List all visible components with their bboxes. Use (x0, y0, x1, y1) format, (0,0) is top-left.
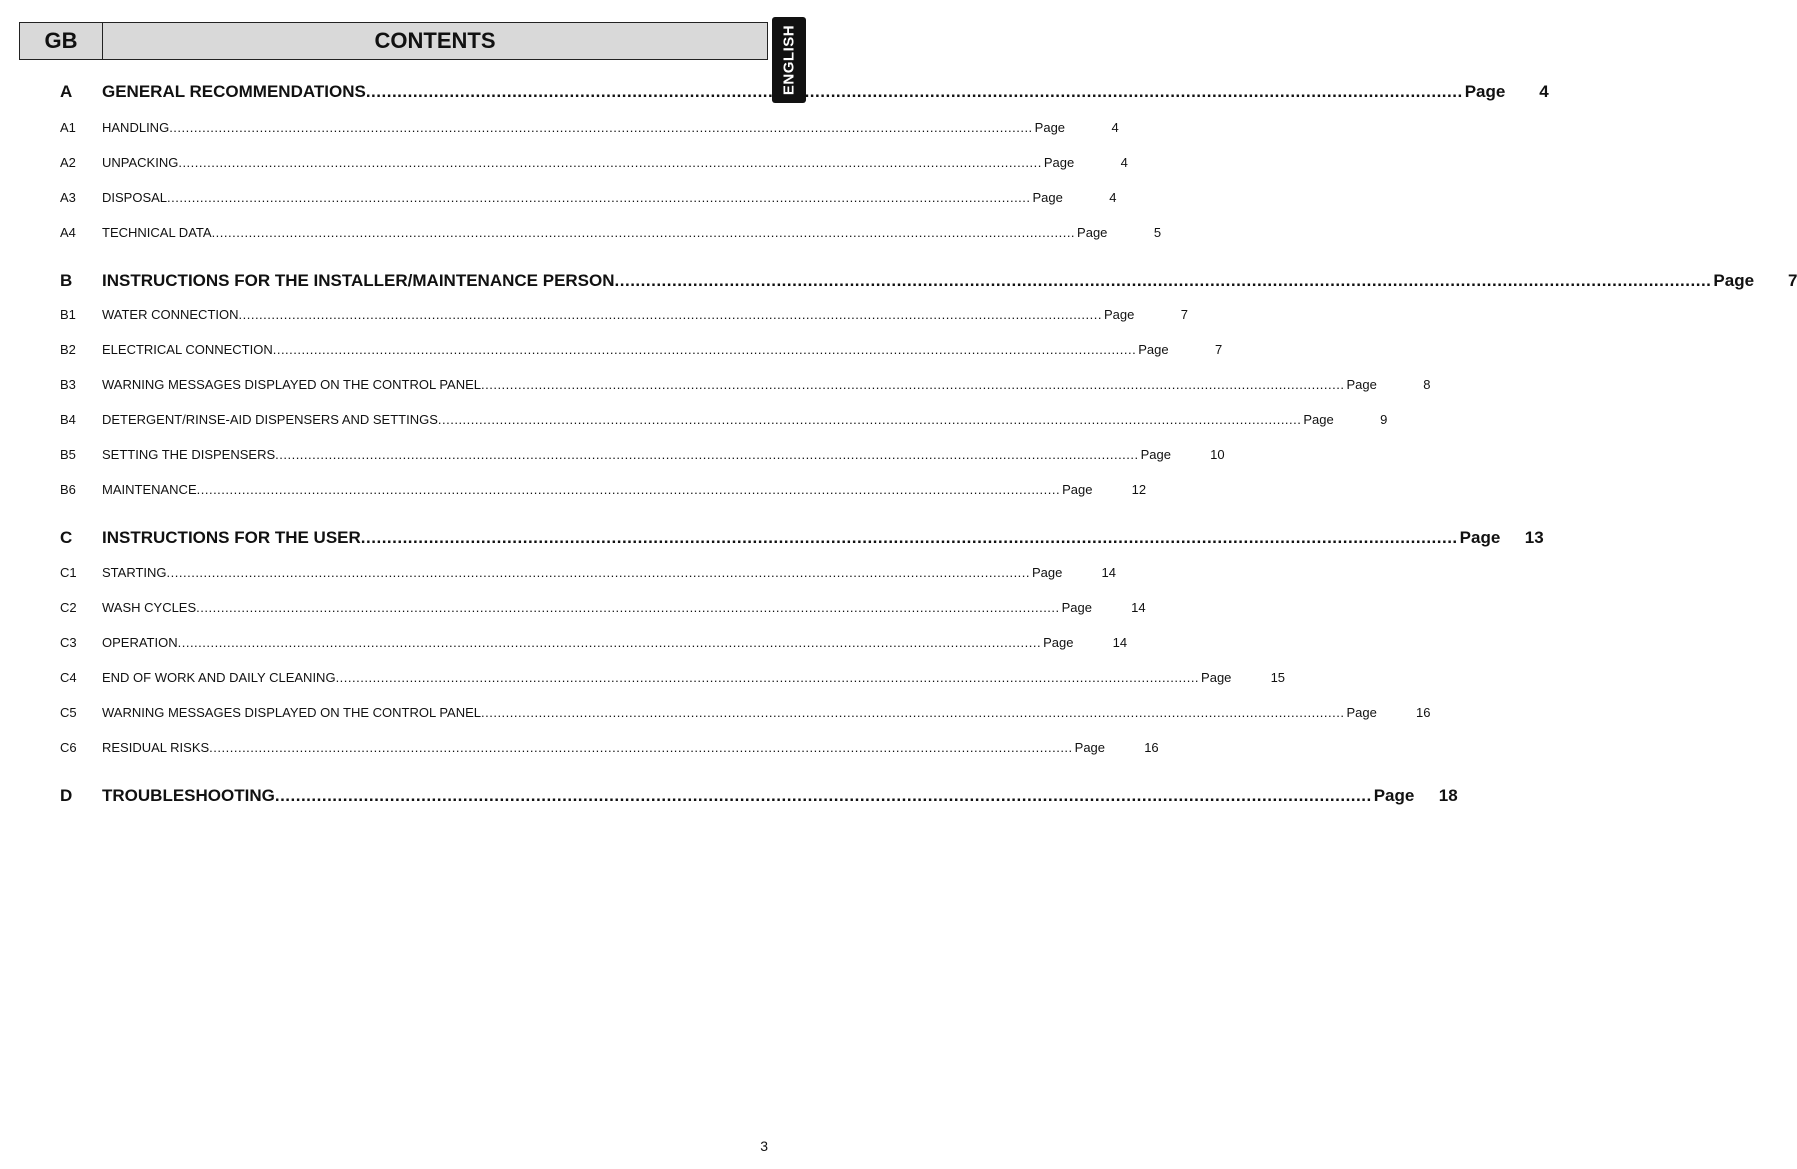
contents-header (19, 22, 768, 60)
toc-label: INSTRUCTIONS FOR THE USER (102, 528, 361, 547)
toc-text (102, 670, 1199, 685)
toc-leader-dots: .................................................................................................................................................................................................................. (178, 155, 1042, 170)
toc-page-word: Page (1138, 342, 1169, 357)
toc-label: END OF WORK AND DAILY CLEANING (102, 670, 336, 685)
toc-page-number: 14 (1131, 600, 1146, 615)
toc-page-number: 9 (1380, 412, 1388, 427)
toc-code: C (60, 528, 73, 547)
toc-entry-row[interactable] (60, 190, 1117, 205)
toc-text (102, 307, 1102, 322)
toc-code: C2 (60, 600, 77, 615)
toc-page-word: Page (1459, 528, 1501, 547)
page-number: 3 (760, 1138, 768, 1154)
toc-page-number: 8 (1423, 377, 1431, 392)
toc-entry-row[interactable] (60, 155, 1128, 170)
toc-label: WARNING MESSAGES DISPLAYED ON THE CONTROL PANEL (102, 377, 481, 392)
toc-page-word: Page (1346, 705, 1377, 720)
toc-page-number: 7 (1787, 271, 1797, 290)
toc-text (102, 82, 1463, 102)
toc-text (102, 740, 1073, 755)
toc-page-number: 13 (1524, 528, 1544, 547)
toc-page-number: 4 (1109, 190, 1117, 205)
toc-page-word: Page (1077, 225, 1108, 240)
toc-entry-row[interactable] (60, 635, 1128, 650)
toc-text (102, 600, 1060, 615)
toc-code: C5 (60, 705, 77, 720)
toc-page-word: Page (1043, 155, 1075, 170)
toc-entry-row[interactable] (60, 342, 1223, 357)
toc-leader-dots: .................................................................................................................................................................................................................. (169, 120, 1033, 135)
toc-text (102, 447, 1139, 462)
toc-label: DISPOSAL (102, 190, 168, 205)
toc-entry-row[interactable] (60, 705, 1431, 720)
toc-entry-row[interactable] (60, 670, 1286, 685)
toc-text (102, 412, 1301, 427)
toc-page-number: 5 (1153, 225, 1162, 240)
toc-text (102, 705, 1344, 720)
toc-page-number: 14 (1112, 635, 1128, 650)
toc-code: B5 (60, 447, 76, 462)
toc-page-word: Page (1062, 482, 1093, 497)
toc-label: GENERAL RECOMMENDATIONS (102, 82, 366, 101)
toc-leader-dots: .................................................................................................................................................................................................................. (177, 635, 1042, 650)
toc-leader-dots: .................................................................................................................................................................................................................. (167, 190, 1031, 205)
toc-text (102, 377, 1344, 392)
toc-text (102, 482, 1060, 497)
toc-page-number: 16 (1144, 740, 1159, 755)
toc-page-number: 7 (1214, 342, 1223, 357)
toc-page-number: 4 (1120, 155, 1128, 170)
toc-text (102, 528, 1458, 548)
toc-page-number: 10 (1210, 447, 1225, 462)
toc-entry-row[interactable] (60, 120, 1119, 135)
toc-text (102, 342, 1136, 357)
page-title: CONTENTS (374, 28, 496, 53)
toc-section-row[interactable] (60, 82, 1549, 102)
toc-code: A1 (60, 120, 76, 135)
toc-page-word: Page (1074, 740, 1106, 755)
toc-page-number: 16 (1416, 705, 1431, 720)
toc-page-number: 7 (1180, 307, 1188, 322)
toc-label: OPERATION (102, 635, 178, 650)
toc-code: B4 (60, 412, 76, 427)
toc-page-word: Page (1303, 412, 1334, 427)
toc-label: HANDLING (102, 120, 170, 135)
toc-page-number: 18 (1438, 786, 1458, 805)
toc-entry-row[interactable] (60, 565, 1117, 580)
toc-entry-row[interactable] (60, 740, 1159, 755)
toc-section-row[interactable] (60, 271, 1797, 291)
toc-page-number: 14 (1101, 565, 1117, 580)
toc-text (102, 120, 1033, 135)
toc-page-word: Page (1140, 447, 1171, 462)
toc-page-word: Page (1103, 307, 1135, 322)
toc-code: D (60, 786, 73, 805)
toc-leader-dots: .................................................................................................................................................................................................................. (272, 342, 1137, 357)
toc-leader-dots: .................................................................................................................................................................................................................. (274, 786, 1372, 805)
toc-label: UNPACKING (102, 155, 179, 170)
toc-leader-dots: .................................................................................................................................................................................................................. (196, 600, 1060, 615)
toc-code: C3 (60, 635, 77, 650)
toc-code: C6 (60, 740, 77, 755)
toc-code: B1 (60, 307, 76, 322)
toc-label: WASH CYCLES (102, 600, 197, 615)
language-tab-label: ENGLISH (780, 24, 798, 96)
toc-page-number: 4 (1539, 82, 1549, 101)
toc-text (102, 225, 1075, 240)
toc-leader-dots: .................................................................................................................................................................................................................. (238, 307, 1102, 322)
toc-label: INSTRUCTIONS FOR THE INSTALLER/MAINTENANCE PERSON (102, 271, 615, 290)
toc-leader-dots: .................................................................................................................................................................................................................. (481, 377, 1345, 392)
toc-label: SETTING THE DISPENSERS (102, 447, 276, 462)
toc-text (102, 786, 1372, 806)
toc-entry-row[interactable] (60, 412, 1388, 427)
toc-label: MAINTENANCE (102, 482, 197, 497)
toc-label: RESIDUAL RISKS (102, 740, 210, 755)
toc-leader-dots: .................................................................................................................................................................................................................. (209, 740, 1073, 755)
toc-label: TECHNICAL DATA (102, 225, 212, 240)
toc-label: ELECTRICAL CONNECTION (102, 342, 273, 357)
toc-text (102, 190, 1031, 205)
toc-label: WATER CONNECTION (102, 307, 239, 322)
toc-code: B2 (60, 342, 76, 357)
toc-page-word: Page (1043, 635, 1074, 650)
toc-entry-row[interactable] (60, 377, 1431, 392)
toc-entry-row[interactable] (60, 482, 1147, 497)
toc-leader-dots: .................................................................................................................................................................................................................. (437, 412, 1302, 427)
toc-page-word: Page (1034, 120, 1066, 135)
toc-page-word: Page (1061, 600, 1093, 615)
toc-entry-row[interactable] (60, 225, 1162, 240)
toc-entry-row[interactable] (60, 307, 1188, 322)
language-code: GB (20, 23, 103, 59)
toc-code: A2 (60, 155, 76, 170)
toc-page-word: Page (1713, 271, 1755, 290)
toc-leader-dots: .................................................................................................................................................................................................................. (275, 447, 1139, 462)
toc-leader-dots: .................................................................................................................................................................................................................. (335, 670, 1200, 685)
toc-entry-row[interactable] (60, 600, 1146, 615)
toc-label: STARTING (102, 565, 167, 580)
toc-code: C1 (60, 565, 77, 580)
toc-entry-row[interactable] (60, 447, 1225, 462)
toc-leader-dots: .................................................................................................................................................................................................................. (481, 705, 1345, 720)
toc-leader-dots: .................................................................................................................................................................................................................. (365, 82, 1463, 101)
toc-section-row[interactable] (60, 786, 1458, 806)
toc-text (102, 155, 1042, 170)
toc-leader-dots: .................................................................................................................................................................................................................. (211, 225, 1076, 240)
toc-code: B6 (60, 482, 76, 497)
toc-code: A4 (60, 225, 76, 240)
toc-code: C4 (60, 670, 77, 685)
toc-page-word: Page (1346, 377, 1377, 392)
toc-code: A3 (60, 190, 76, 205)
toc-page-word: Page (1373, 786, 1415, 805)
toc-page-word: Page (1032, 565, 1063, 580)
toc-page-number: 15 (1270, 670, 1286, 685)
toc-section-row[interactable] (60, 528, 1544, 548)
toc-leader-dots: .................................................................................................................................................................................................................. (360, 528, 1458, 547)
toc-label: WARNING MESSAGES DISPLAYED ON THE CONTROL PANEL (102, 705, 481, 720)
toc-text (102, 635, 1041, 650)
toc-leader-dots: .................................................................................................................................................................................................................. (614, 271, 1712, 290)
toc-page-number: 12 (1131, 482, 1147, 497)
toc-page-word: Page (1464, 82, 1506, 101)
toc-code: A (60, 82, 73, 101)
toc-leader-dots: .................................................................................................................................................................................................................. (166, 565, 1031, 580)
toc-label: DETERGENT/RINSE-AID DISPENSERS AND SETTINGS (102, 412, 438, 427)
toc-page-word: Page (1032, 190, 1063, 205)
toc-page-number: 4 (1111, 120, 1119, 135)
toc-label: TROUBLESHOOTING (102, 786, 275, 805)
toc-text (102, 271, 1711, 291)
toc-code: B3 (60, 377, 76, 392)
toc-page-word: Page (1201, 670, 1232, 685)
toc-text (102, 565, 1030, 580)
toc-leader-dots: .................................................................................................................................................................................................................. (196, 482, 1061, 497)
toc-code: B (60, 271, 73, 290)
